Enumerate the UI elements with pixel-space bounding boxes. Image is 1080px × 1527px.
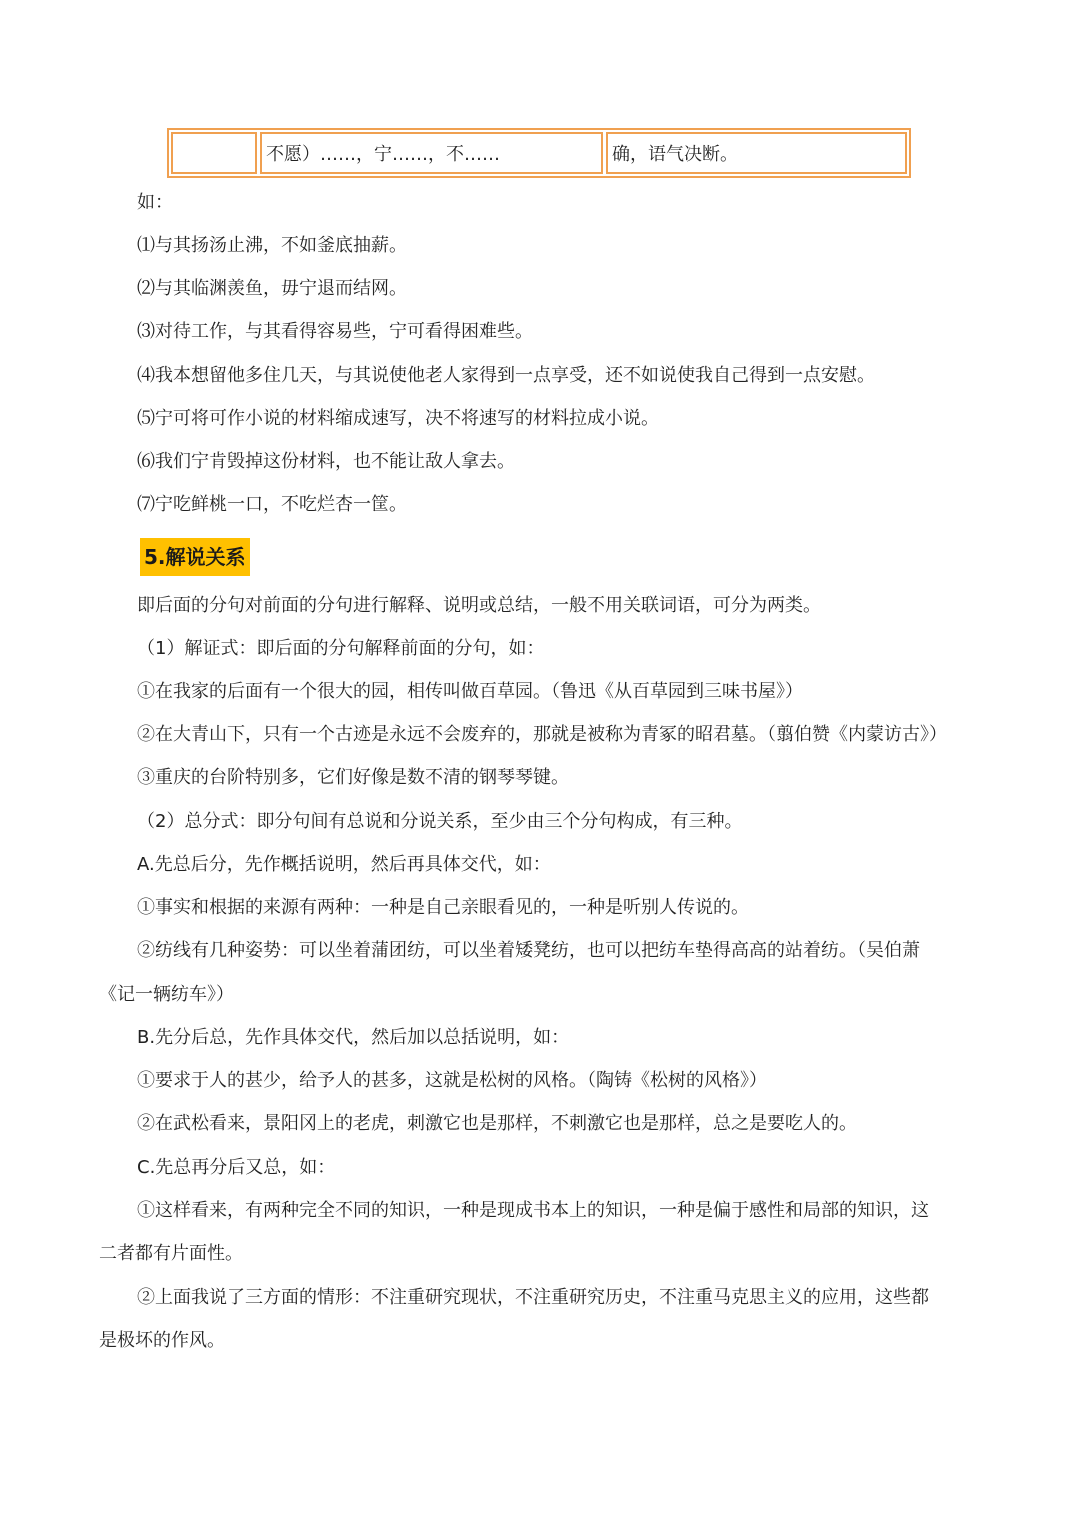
example-line-continued: 《记一辆纺车》）: [99, 984, 234, 1005]
comparison-table-fragment: [167, 128, 911, 178]
example-line: ①在我家的后面有一个很大的园，相传叫做百草园。（鲁迅《从百草园到三味书屋》）: [137, 681, 803, 702]
example-line: ②纺线有几种姿势：可以坐着蒲团纺，可以坐着矮凳纺，也可以把纺车垫得高高的站着纺。（吴伯萧: [137, 940, 920, 961]
example-line: ①事实和根据的来源有两种：一种是自己亲眼看见的，一种是听别人传说的。: [137, 897, 749, 918]
example-line: ⑵与其临渊羡鱼，毋宁退而结网。: [137, 278, 407, 299]
example-line: ⑶对待工作，与其看得容易些，宁可看得困难些。: [137, 321, 533, 342]
example-line: ②上面我说了三方面的情形：不注重研究现状，不注重研究历史，不注重马克思主义的应用，这些都: [137, 1287, 929, 1308]
example-line: ②在大青山下，只有一个古迹是永远不会废弃的，那就是被称为青冢的昭君墓。（翦伯赞《内蒙访古》）: [137, 724, 947, 745]
example-line-continued: 是极坏的作风。: [99, 1330, 225, 1351]
example-line-continued: 二者都有片面性。: [99, 1243, 243, 1264]
category-title: A.先总后分，先作概括说明，然后再具体交代，如：: [137, 854, 551, 875]
example-line: ⑴与其扬汤止沸，不如釜底抽薪。: [137, 235, 407, 256]
subsection-title: （2）总分式：即分句间有总说和分说关系，至少由三个分句构成，有三种。: [137, 811, 743, 832]
section-heading: 5.解说关系: [140, 538, 250, 576]
example-line: ⑷我本想留他多住几天，与其说使他老人家得到一点享受，还不如说使我自己得到一点安慰。: [137, 365, 875, 386]
example-line: ①这样看来，有两种完全不同的知识，一种是现成书本上的知识，一种是偏于感性和局部的知识，这: [137, 1200, 929, 1221]
subsection-title: （1）解证式：即后面的分句解释前面的分句，如：: [137, 638, 545, 659]
table-cell: [171, 132, 257, 174]
table-cell: 确，语气决断。: [606, 132, 907, 174]
section-intro: 即后面的分句对前面的分句进行解释、说明或总结，一般不用关联词语，可分为两类。: [137, 595, 821, 616]
example-line: ⑺宁吃鲜桃一口，不吃烂杏一筐。: [137, 494, 407, 515]
example-line: ③重庆的台阶特别多，它们好像是数不清的钢琴琴键。: [137, 767, 569, 788]
intro-label: 如：: [137, 192, 173, 213]
category-title: C.先总再分后又总，如：: [137, 1157, 336, 1178]
example-line: ⑹我们宁肯毁掉这份材料，也不能让敌人拿去。: [137, 451, 515, 472]
example-line: ①要求于人的甚少，给予人的甚多，这就是松树的风格。（陶铸《松树的风格》）: [137, 1070, 767, 1091]
table-cell: 不愿）……，宁……，不……: [260, 132, 603, 174]
example-line: ②在武松看来，景阳冈上的老虎，刺激它也是那样，不刺激它也是那样，总之是要吃人的。: [137, 1113, 857, 1134]
example-line: ⑸宁可将可作小说的材料缩成速写，决不将速写的材料拉成小说。: [137, 408, 659, 429]
category-title: B.先分后总，先作具体交代，然后加以总括说明，如：: [137, 1027, 570, 1048]
